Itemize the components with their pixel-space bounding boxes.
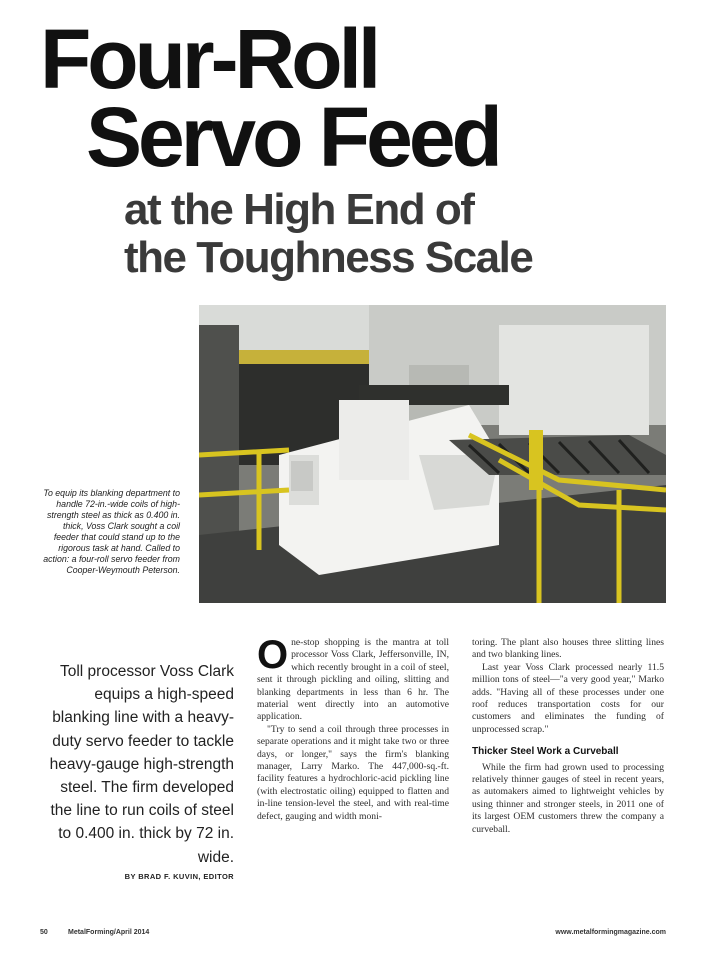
paragraph (257, 633, 449, 724)
feeder-photo (199, 305, 666, 603)
paragraph-text: ne-stop shopping is the mantra at toll processor Voss Clark, Jeffersonville, IN, which recently brought in a coil of steel, sent it through pickling and oiling, slitting and blanking departments in less than 6 hr. The material went directly into an automotive application. (257, 637, 449, 723)
paragraph: Last year Voss Clark processed nearly 11.5 million tons of steel—"a very good year," Marko adds. "Having all of these processes under one roof reduces transportation costs for our customers and eliminates the funding of unprocessed scrap." (472, 661, 664, 735)
subheadline (124, 186, 532, 282)
paragraph: While the firm had grown used to processing relatively thinner gauges of steel in recent years, as automakers aimed to lightweight vehicles by using thinner and stronger steels, in 2011 one of its largest OEM customers threw the company a curveball. (472, 761, 664, 835)
byline: BY BRAD F. KUVIN, EDITOR (124, 872, 234, 881)
drop-cap: O (257, 633, 289, 677)
headline-line-2: Servo Feed (86, 90, 499, 184)
paragraph: "Try to send a coil through three processes in separate operations and it might take two or three days, or longer," says the firm's blanking manager, Larry Marko. The 447,000-sq.-ft. facility features a hydrochloric-acid pickling line (with electrostatic oiling) equipped to flatten and in-line tension-level the steel, and with real-time defect, gauging and width moni- (257, 723, 449, 822)
article-column-1 (257, 633, 449, 823)
photo-caption: To equip its blanking department to handle 72-in.-wide coils of high-strength steel as thick as 0.400 in. thick, Voss Clark sought a coil feeder that could stand up to the rigorous task at hand. Called to action: a four-roll servo feeder from Cooper-Weymouth Peterson. (43, 488, 180, 575)
website-url: www.metalformingmagazine.com (555, 929, 666, 936)
article-column-2 (472, 637, 664, 836)
section-subhead: Thicker Steel Work a Curveball (472, 746, 619, 758)
subheadline-line-1: at the High End of (124, 185, 474, 234)
article-deck: Toll processor Voss Clark equips a high-speed blanking line with a heavy-duty servo feeder to tackle heavy-gauge high-strength steel. The firm developed the line to run coils of steel to 0.400 in. thick by 72 in. wide. (49, 663, 234, 866)
headline-line-1: Four-Roll (40, 12, 378, 106)
feeder-photo-illustration (199, 305, 666, 603)
magazine-issue: MetalForming/April 2014 (68, 929, 150, 936)
headline (40, 12, 499, 184)
subheadline-line-2: the Toughness Scale (124, 233, 533, 282)
paragraph: toring. The plant also houses three slitting lines and two blanking lines. (472, 637, 664, 661)
page-number: 50 (40, 929, 48, 936)
